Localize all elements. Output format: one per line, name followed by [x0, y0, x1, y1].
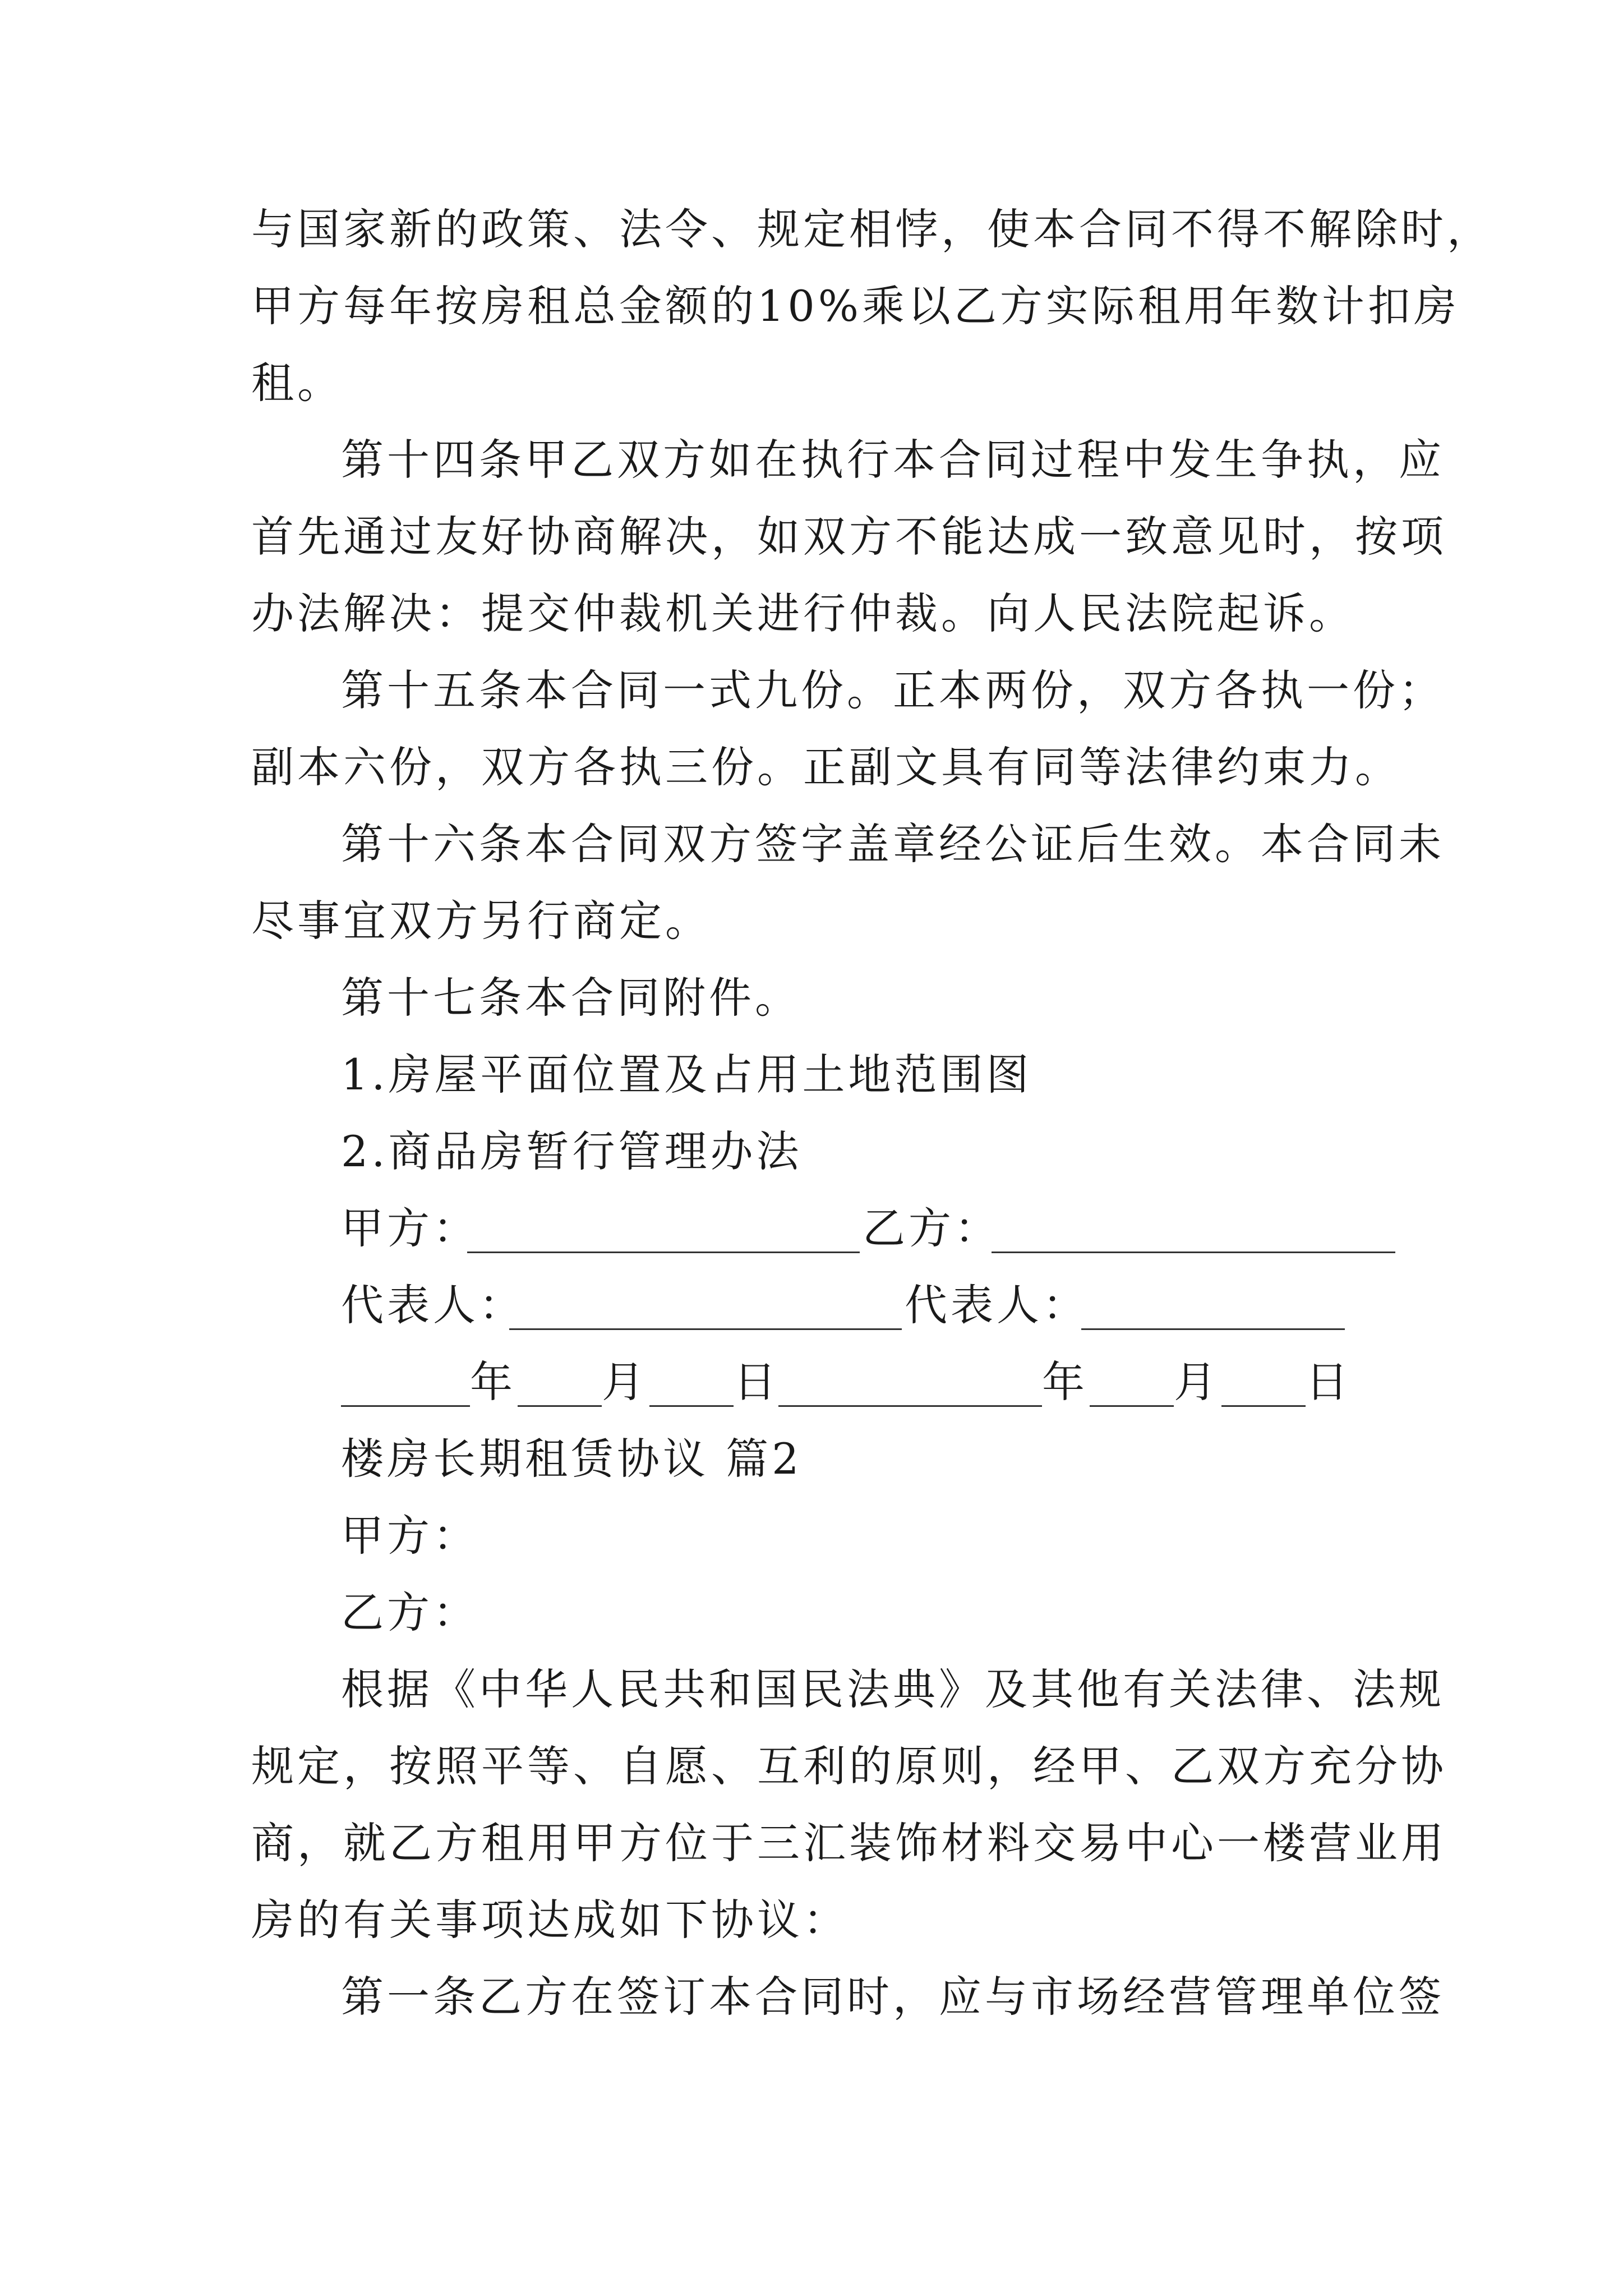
month-a-label: 月 — [602, 1357, 648, 1407]
paragraph-line: 与国家新的政策、法令、规定相悖，使本合同不得不解除时， — [251, 204, 1493, 254]
party-b-label: 乙方： — [863, 1203, 1000, 1253]
attachment-item: 2.商品房暂行管理办法 — [341, 1126, 803, 1176]
paragraph-line: 房的有关事项达成如下协议： — [251, 1895, 849, 1945]
party-b-blank — [992, 1251, 1395, 1253]
signature-row-dates — [251, 1343, 1395, 1420]
year-a-blank — [341, 1405, 470, 1407]
attachment-item: 1.房屋平面位置及占用土地范围图 — [341, 1050, 1032, 1099]
paragraph-line: 办法解决：提交仲裁机关进行仲裁。向人民法院起诉。 — [251, 588, 1355, 638]
day-a-label: 日 — [734, 1357, 780, 1407]
party-b-line: 乙方： — [341, 1588, 479, 1637]
signature-row-parties — [251, 1190, 1395, 1267]
year-b-label: 年 — [1042, 1357, 1088, 1407]
day-b-label: 日 — [1306, 1357, 1352, 1407]
party-a-line: 甲方： — [341, 1511, 479, 1561]
paragraph-line: 租。 — [251, 358, 343, 408]
paragraph-line: 根据《中华人民共和国民法典》及其他有关法律、法规 — [341, 1664, 1445, 1714]
paragraph-line: 第十七条本合同附件。 — [341, 973, 801, 1023]
party-a-label: 甲方： — [341, 1203, 479, 1253]
paragraph-line: 首先通过友好协商解决，如双方不能达成一致意见时，按项 — [251, 512, 1447, 562]
year-b-blank — [778, 1405, 1042, 1407]
month-a-blank — [518, 1405, 602, 1407]
signature-row-representatives — [251, 1267, 1395, 1343]
paragraph-line: 商，就乙方租用甲方位于三汇装饰材料交易中心一楼营业用 — [251, 1818, 1447, 1868]
rep-a-blank — [509, 1328, 902, 1330]
day-b-blank — [1221, 1405, 1306, 1407]
paragraph-line: 甲方每年按房租总金额的10%乘以乙方实际租用年数计扣房 — [251, 281, 1460, 331]
party-a-blank — [467, 1251, 860, 1253]
paragraph-line: 第一条乙方在签订本合同时，应与市场经营管理单位签 — [341, 1972, 1445, 2022]
paragraph-line: 规定，按照平等、自愿、互利的原则，经甲、乙双方充分协 — [251, 1741, 1447, 1791]
rep-b-label: 代表人： — [905, 1280, 1089, 1330]
year-a-label: 年 — [470, 1357, 516, 1407]
month-b-blank — [1090, 1405, 1174, 1407]
rep-a-label: 代表人： — [341, 1280, 525, 1330]
day-a-blank — [649, 1405, 734, 1407]
paragraph-line: 尽事宜双方另行商定。 — [251, 896, 711, 946]
rep-b-blank — [1081, 1328, 1345, 1330]
section-title: 楼房长期租赁协议 篇2 — [341, 1434, 803, 1484]
paragraph-line: 第十六条本合同双方签字盖章经公证后生效。本合同未 — [341, 819, 1445, 869]
document-body — [251, 191, 1493, 2035]
paragraph-line: 第十五条本合同一式九份。正本两份，双方各执一份； — [341, 665, 1445, 715]
paragraph-line: 第十四条甲乙双方如在执行本合同过程中发生争执，应 — [341, 435, 1445, 485]
paragraph-line: 副本六份，双方各执三份。正副文具有同等法律约束力。 — [251, 742, 1401, 792]
month-b-label: 月 — [1174, 1357, 1220, 1407]
